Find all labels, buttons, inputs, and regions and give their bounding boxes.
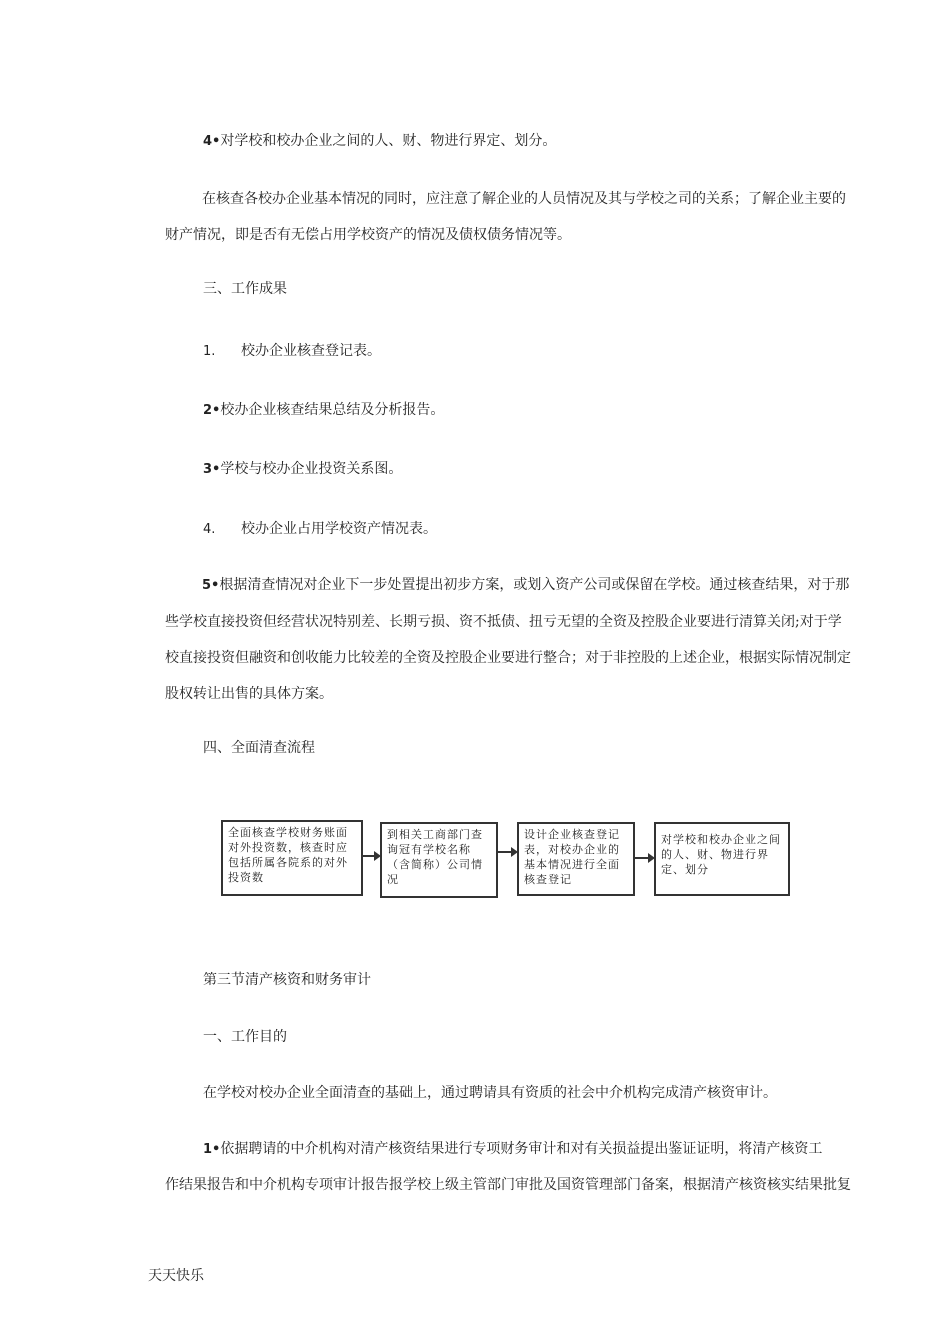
flow-step-4: 对学校和校办企业之间的人、财、物进行界定、划分 [654, 822, 790, 896]
item-text: 校办企业占用学校资产情况表。 [241, 521, 437, 537]
paragraph-line: 依据聘请的中介机构对清产核资结果进行专项财务审计和对有关损益提出鉴证证明，将清产核资工 [220, 1141, 823, 1157]
result-item-3 [203, 459, 402, 480]
item-text: 校办企业核查结果总结及分析报告。 [220, 402, 445, 418]
flow-step-2: 到相关工商部门查询冠有学校名称（含简称）公司情况 [380, 822, 498, 898]
paragraph-line: 股权转让出售的具体方案。 [165, 686, 333, 702]
paragraph-line: 财产情况，即是否有无偿占用学校资产的情况及债权债务情况等。 [165, 227, 571, 243]
item-text: 学校与校办企业投资关系图。 [220, 461, 403, 477]
item-text: 对学校和校办企业之间的人、财、物进行界定、划分。 [220, 133, 557, 149]
arrow-right-icon [363, 850, 381, 862]
item-number: 2• [203, 403, 221, 418]
paragraph-line: 校直接投资但融资和创收能力比较差的全资及控股企业要进行整合；对于非控股的上述企业，根据实际情况制定 [165, 650, 851, 666]
purpose-item-1 [203, 1139, 822, 1160]
flow-step-1: 全面核查学校财务账面对外投资数，核查时应包括所属各院系的对外投资数 [221, 820, 363, 896]
item-number: 3• [203, 462, 221, 477]
paragraph-line: 些学校直接投资但经营状况特别差、长期亏损、资不抵债、扭亏无望的全资及控股企业要进行清算关闭;对于学 [165, 614, 842, 630]
item-text: 校办企业核查登记表。 [241, 343, 381, 359]
item-number: 4• [203, 134, 221, 149]
item-number: 1• [203, 1142, 221, 1157]
item-number: 1. [203, 344, 216, 359]
paragraph-enterprise-check [165, 181, 847, 253]
item-number: 4. [203, 522, 216, 537]
purpose-paragraph: 在学校对校办企业全面清查的基础上，通过聘请具有资质的社会中介机构完成清产核资审计。 [203, 1085, 777, 1101]
section-heading-4: 四、全面清查流程 [203, 740, 315, 756]
paragraph-line: 根据清查情况对企业下一步处置提出初步方案，或划入资产公司或保留在学校。通过核查结果，对于那 [219, 577, 850, 593]
item-number: 5• [202, 578, 220, 593]
result-item-2 [203, 400, 444, 421]
page-footer: 天天快乐 [148, 1268, 204, 1284]
purpose-item-1-line2: 作结果报告和中介机构专项审计报告报学校上级主管部门审批及国资管理部门备案，根据清产核资核实结果批复 [165, 1177, 851, 1193]
chapter-heading: 第三节清产核资和财务审计 [203, 972, 371, 988]
item-4 [203, 131, 556, 152]
flow-step-3: 设计企业核查登记表，对校办企业的基本情况进行全面核查登记 [517, 822, 635, 896]
arrow-right-icon [635, 852, 655, 864]
result-item-5 [165, 567, 851, 712]
result-item-4 [203, 519, 437, 540]
result-item-1 [203, 341, 381, 362]
arrow-right-icon [498, 846, 518, 858]
paragraph-line: 在核查各校办企业基本情况的同时，应注意了解企业的人员情况及其与学校之司的关系；了解企业主要的 [202, 191, 846, 207]
subsection-heading: 一、工作目的 [203, 1029, 287, 1045]
section-heading-3: 三、工作成果 [203, 281, 287, 297]
